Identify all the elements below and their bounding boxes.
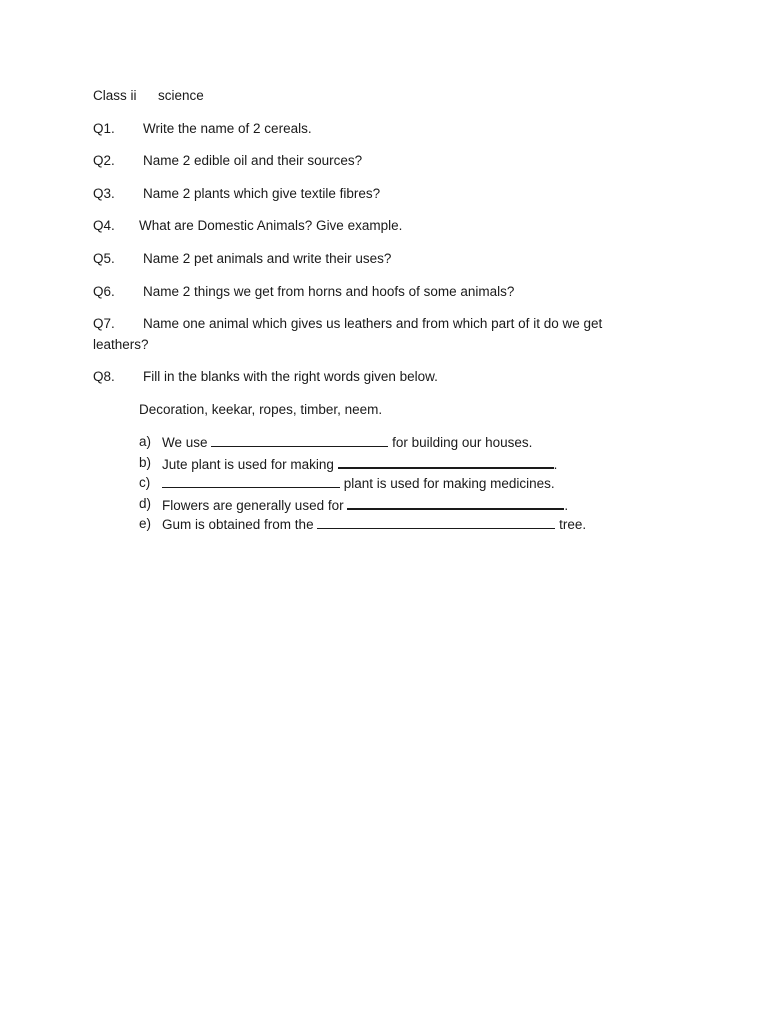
- question-text: What are Domestic Animals? Give example.: [139, 218, 403, 233]
- item-text-before: Flowers are generally used for: [162, 498, 344, 513]
- question-text: Name 2 pet animals and write their uses?: [143, 251, 392, 266]
- question-number: Q3.: [93, 186, 115, 201]
- word-bank: Decoration, keekar, ropes, timber, neem.: [139, 402, 383, 417]
- answer-blank[interactable]: [347, 496, 564, 510]
- question-number: Q8.: [93, 369, 115, 384]
- answer-blank[interactable]: [162, 475, 340, 488]
- item-letter: d): [139, 496, 152, 511]
- item-text-after: for building our houses.: [392, 435, 533, 450]
- question-text: Name one animal which gives us leathers and from which part of it do we get: [143, 316, 603, 331]
- item-text-before: We use: [162, 435, 208, 450]
- item-letter: b): [139, 455, 152, 470]
- item-letter: a): [139, 434, 152, 449]
- subject-label: science: [158, 88, 204, 103]
- answer-blank[interactable]: [211, 434, 388, 447]
- item-letter: c): [139, 475, 151, 490]
- worksheet-header: [93, 88, 204, 103]
- question-text: Fill in the blanks with the right words given below.: [143, 369, 438, 384]
- item-text-after: tree.: [559, 517, 587, 532]
- question-number: Q5.: [93, 251, 115, 266]
- question-text: Name 2 things we get from horns and hoofs of some animals?: [143, 284, 515, 299]
- class-label: Class ii: [93, 88, 137, 103]
- question-number: Q2.: [93, 153, 115, 168]
- item-text-after: plant is used for making medicines.: [343, 476, 555, 491]
- question-number: Q7.: [93, 316, 115, 331]
- item-text-before: Jute plant is used for making: [162, 457, 334, 472]
- question-number: Q1.: [93, 121, 115, 136]
- item-text-after: .: [564, 498, 569, 513]
- question-text-continuation: leathers?: [93, 337, 149, 352]
- item-text-before: Gum is obtained from the: [162, 517, 314, 532]
- answer-blank[interactable]: [338, 455, 554, 469]
- question-number: Q4.: [93, 218, 115, 233]
- question-text: Name 2 edible oil and their sources?: [143, 153, 363, 168]
- question-text: Name 2 plants which give textile fibres?: [143, 186, 381, 201]
- item-letter: e): [139, 516, 152, 531]
- item-text-after: .: [553, 457, 558, 472]
- question-number: Q6.: [93, 284, 115, 299]
- question-text: Write the name of 2 cereals.: [143, 121, 312, 136]
- answer-blank[interactable]: [317, 516, 555, 529]
